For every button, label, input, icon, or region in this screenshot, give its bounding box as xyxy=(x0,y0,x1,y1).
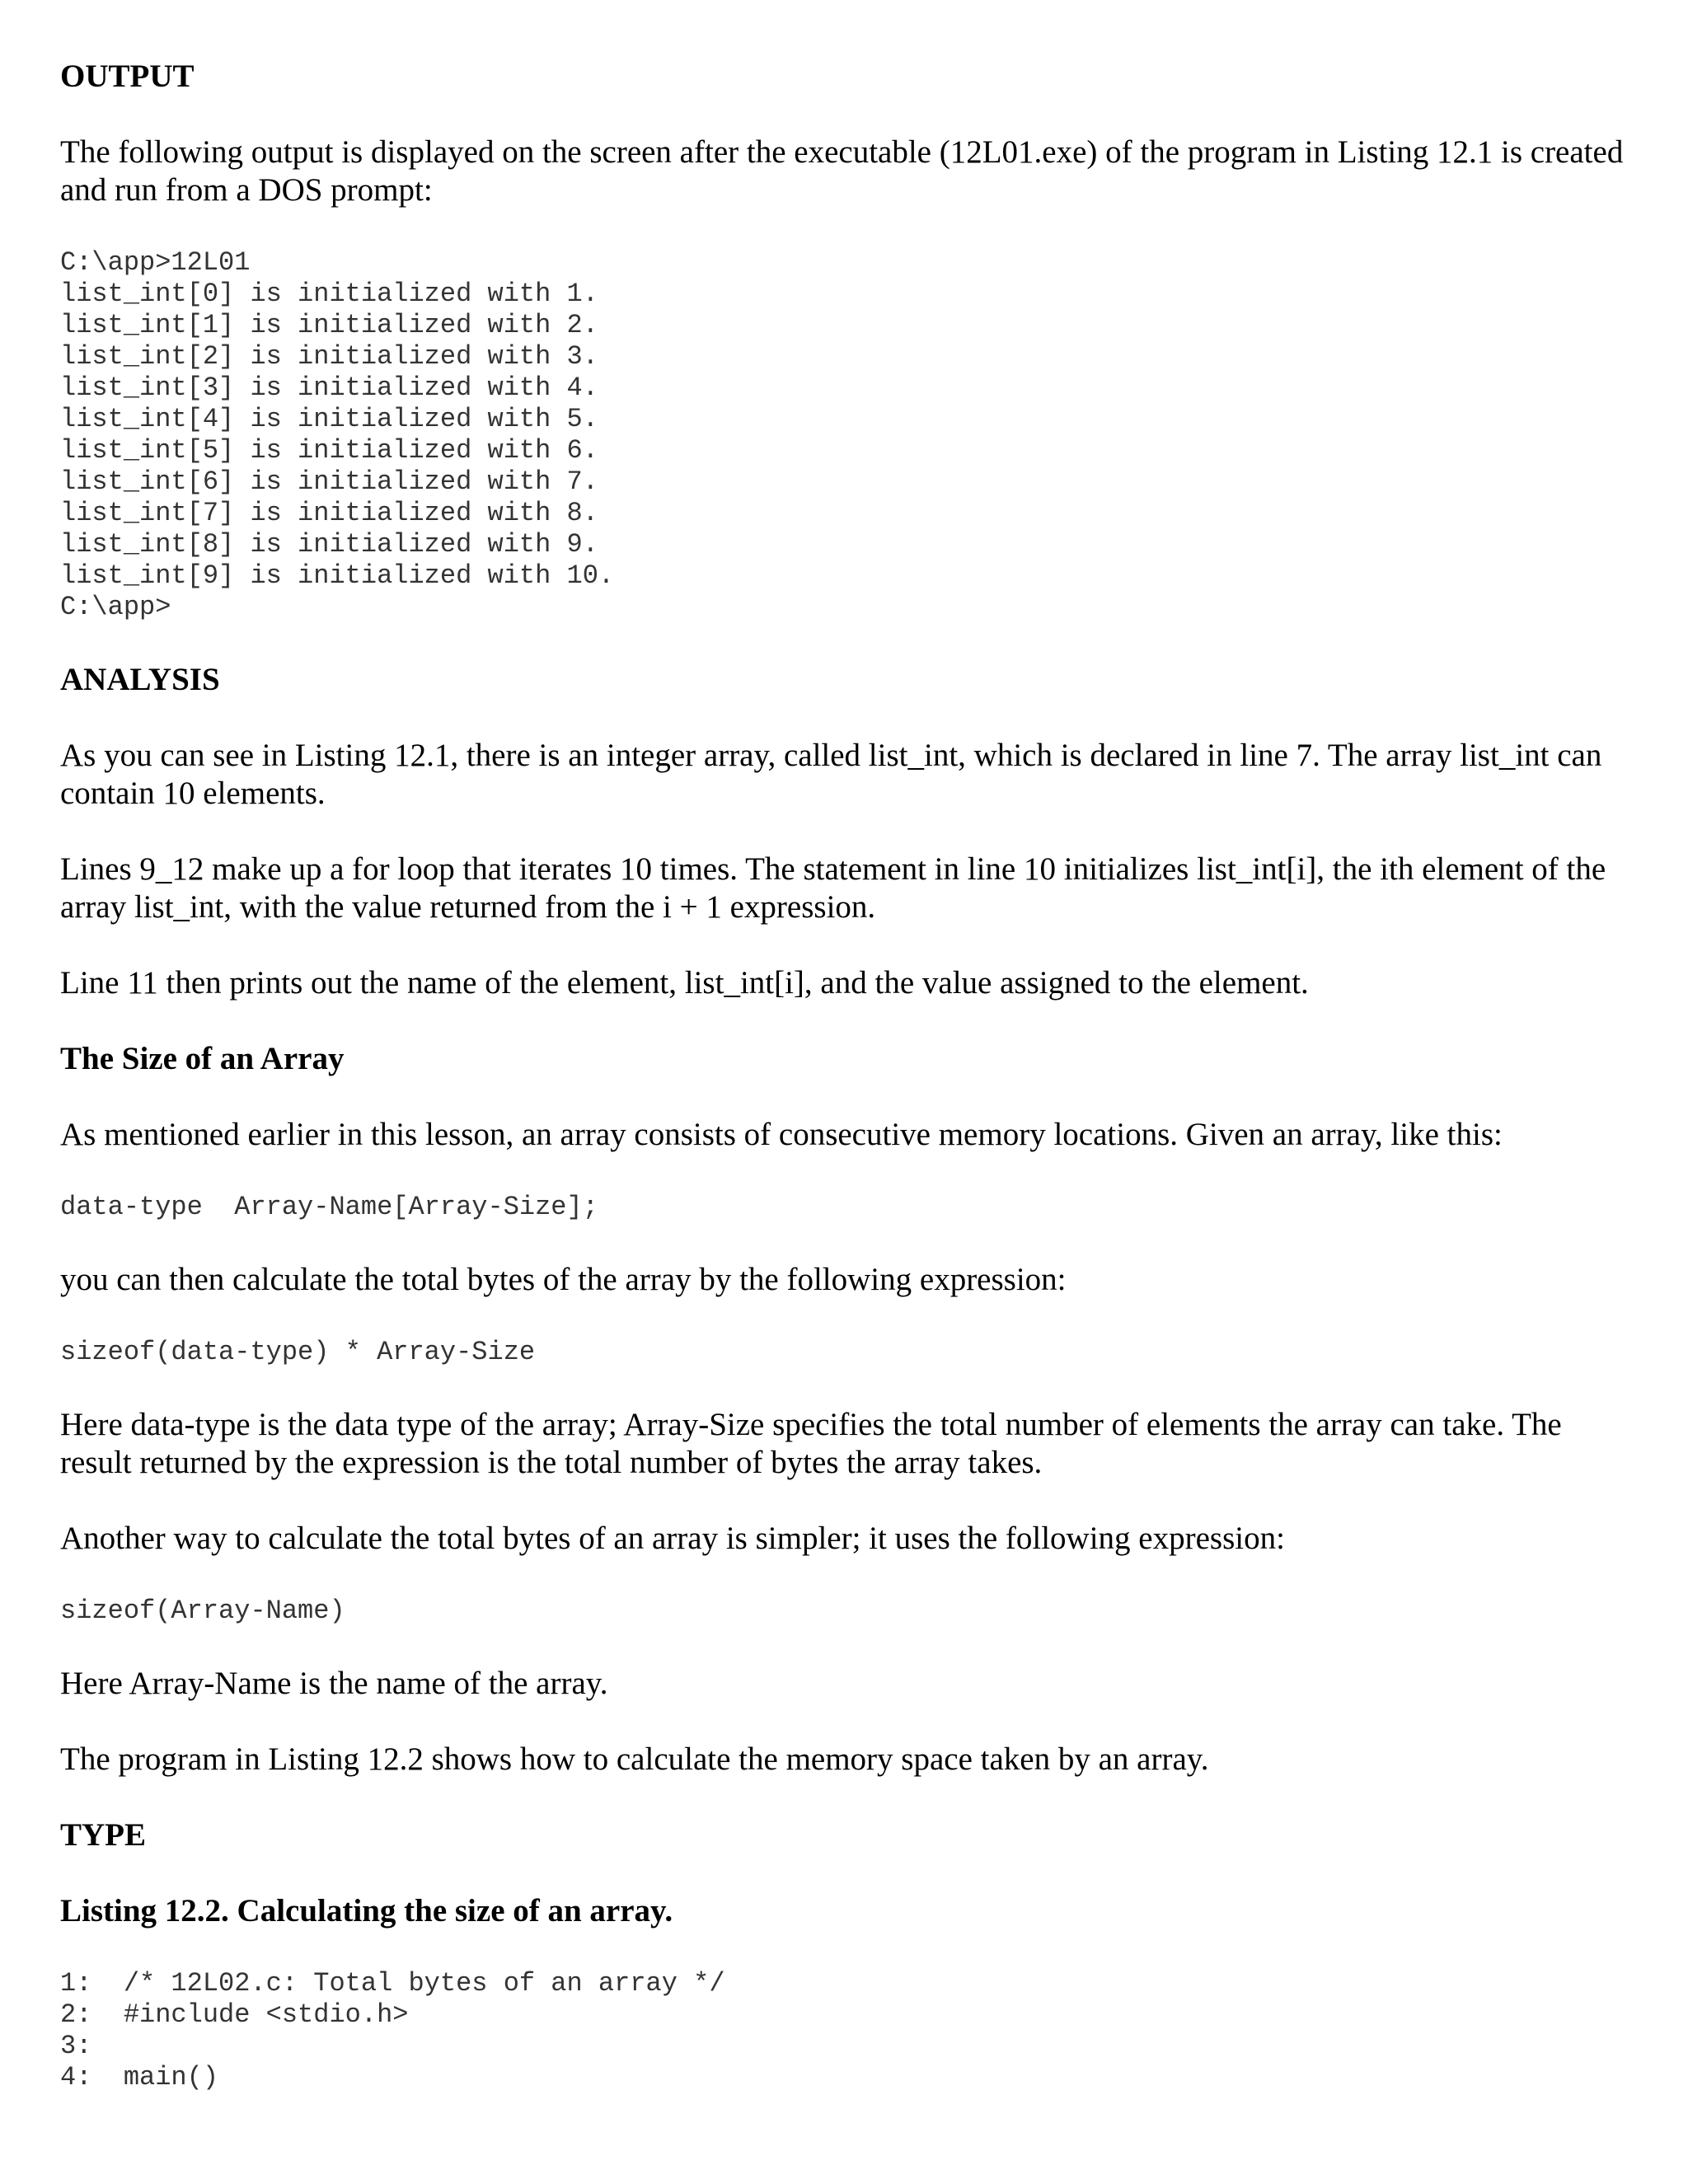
listing-12-2-caption: Listing 12.2. Calculating the size of an array. xyxy=(60,1893,673,1929)
code-line: sizeof(data-type) * Array-Size xyxy=(60,1337,536,1367)
code-line: list_int[5] is initialized with 6. xyxy=(60,435,598,466)
analysis-heading: ANALYSIS xyxy=(60,662,220,697)
code-line: list_int[4] is initialized with 5. xyxy=(60,404,598,434)
array-size-paragraph-5: Here Array-Name is the name of the array. xyxy=(60,1666,608,1701)
listing-12-2-code xyxy=(60,1968,1634,2093)
code-line: sizeof(Array-Name) xyxy=(60,1596,345,1626)
document-page xyxy=(60,58,1634,2131)
analysis-paragraph-1: As you can see in Listing 12.1, there is an integer array, called list_int, which is declared in line 7. The array list_int can contain 10 elements. xyxy=(60,738,1602,811)
array-size-paragraph-6: The program in Listing 12.2 shows how to calculate the memory space taken by an array. xyxy=(60,1741,1209,1777)
analysis-paragraph-3: Line 11 then prints out the name of the element, list_int[i], and the value assigned to the element. xyxy=(60,965,1309,1001)
code-line: list_int[6] is initialized with 7. xyxy=(60,466,598,497)
code-line: list_int[9] is initialized with 10. xyxy=(60,560,615,591)
code-line: 4: main() xyxy=(60,2062,219,2093)
type-heading: TYPE xyxy=(60,1817,147,1853)
array-declaration-code xyxy=(60,1192,1634,1223)
code-line: 2: #include <stdio.h> xyxy=(60,1999,409,2030)
code-line: list_int[7] is initialized with 8. xyxy=(60,498,598,528)
sizeof-arrayname-code xyxy=(60,1596,1634,1627)
array-size-paragraph-1: As mentioned earlier in this lesson, an array consists of consecutive memory locations. Given an array, like this: xyxy=(60,1117,1503,1152)
code-line: C:\app> xyxy=(60,592,171,622)
array-size-paragraph-4: Another way to calculate the total bytes of an array is simpler; it uses the following expression: xyxy=(60,1521,1285,1556)
code-line: data-type Array-Name[Array-Size]; xyxy=(60,1192,598,1222)
program-output-code xyxy=(60,247,1634,623)
output-heading: OUTPUT xyxy=(60,59,195,94)
code-line: list_int[0] is initialized with 1. xyxy=(60,279,598,309)
code-line: list_int[2] is initialized with 3. xyxy=(60,341,598,372)
code-line: C:\app>12L01 xyxy=(60,247,251,278)
array-size-heading: The Size of an Array xyxy=(60,1041,345,1076)
code-line: list_int[8] is initialized with 9. xyxy=(60,529,598,560)
output-intro-paragraph: The following output is displayed on the screen after the executable (12L01.exe) of the program in Listing 12.1 is created and run from a DOS prompt: xyxy=(60,134,1624,208)
sizeof-datatype-code xyxy=(60,1337,1634,1368)
code-line: list_int[3] is initialized with 4. xyxy=(60,373,598,403)
code-line: 1: /* 12L02.c: Total bytes of an array */ xyxy=(60,1968,725,1999)
analysis-paragraph-2: Lines 9_12 make up a for loop that iterates 10 times. The statement in line 10 initializes list_int[i], the ith element of the array list_int, with the value returned from the i + 1 expression. xyxy=(60,851,1606,925)
array-size-paragraph-3: Here data-type is the data type of the array; Array-Size specifies the total number of elements the array can take. The result returned by the expression is the total number of bytes the array takes. xyxy=(60,1407,1562,1480)
code-line: list_int[1] is initialized with 2. xyxy=(60,310,598,340)
array-size-paragraph-2: you can then calculate the total bytes of the array by the following expression: xyxy=(60,1262,1067,1297)
code-line: 3: xyxy=(60,2031,92,2061)
